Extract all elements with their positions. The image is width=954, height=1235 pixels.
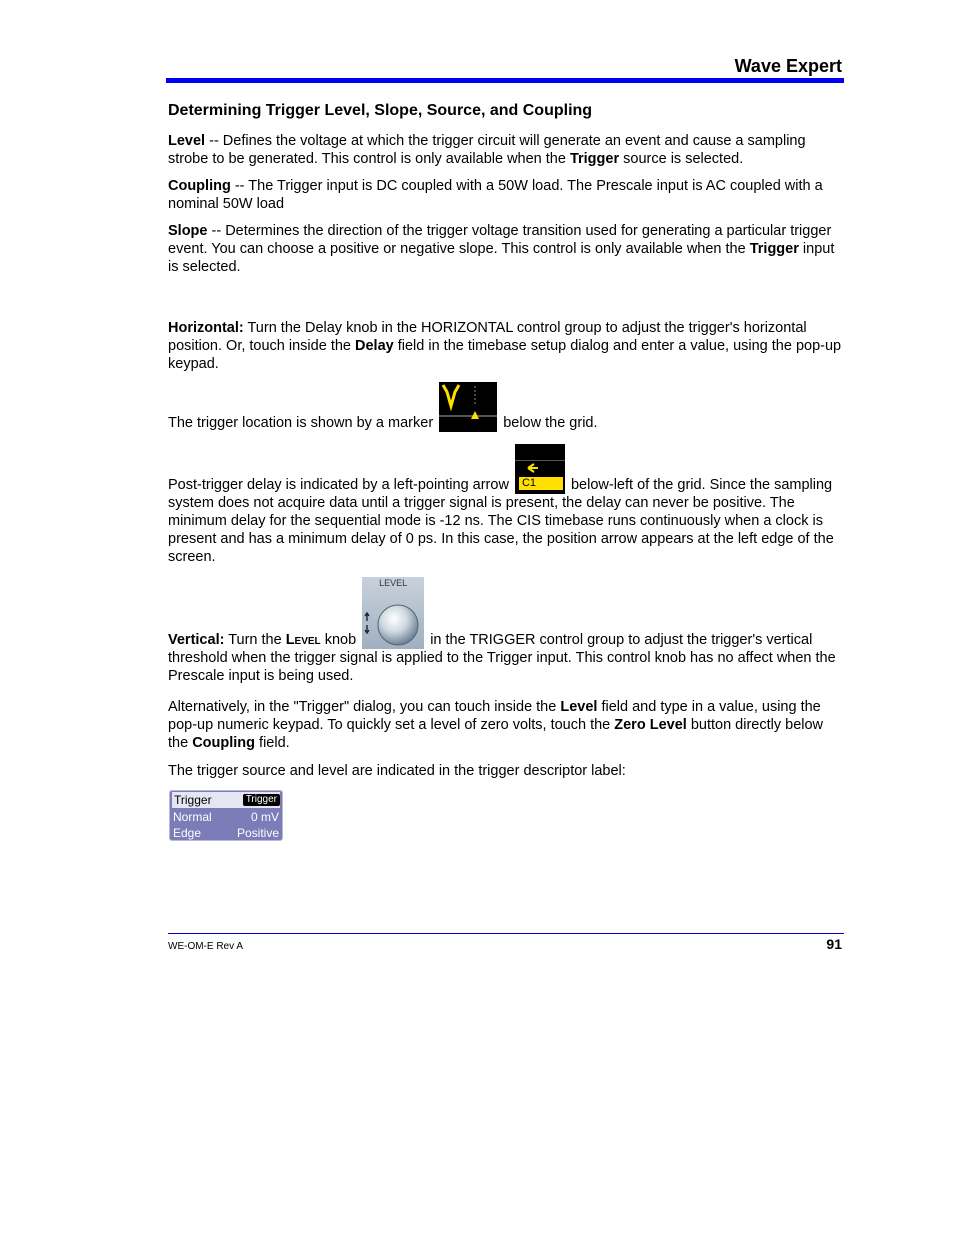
paragraph-text: Alternatively, in the "Trigger" dialog, you can touch inside the bbox=[168, 699, 561, 715]
page-number: 91 bbox=[826, 936, 842, 952]
paragraph-text: field and type in a value, using the pop-up numeric keypad. To quickly set a level of zero volts, touch the bbox=[168, 699, 821, 733]
paragraph-text: input is selected. bbox=[168, 241, 835, 275]
paragraph-text: The trigger source and level are indicated in the trigger descriptor label: bbox=[168, 763, 626, 779]
bold-text: Level bbox=[560, 699, 598, 715]
paragraph-text: in the TRIGGER control group to adjust the trigger's vertical threshold when the trigger signal is applied to the Trigger input. This control knob has no affect when the Prescale input is being used. bbox=[168, 632, 836, 684]
paragraph-text: button directly below the bbox=[168, 717, 824, 751]
bold-text: Zero Level bbox=[614, 717, 687, 733]
trigger-slope: Positive bbox=[236, 826, 279, 840]
trigger-type: Edge bbox=[173, 826, 202, 840]
paragraph-vertical bbox=[168, 577, 844, 685]
paragraph-text: field. bbox=[255, 735, 290, 751]
term-slope: Slope bbox=[168, 223, 208, 239]
paragraph-text: below-left of the grid. Since the sampling system does not acquire data until a trigger signal is present, the delay can never be positive. The minimum delay for the sequential mode is -12 ns. The CIS timebase runs continuously when a clock is present and has a minimum delay of 0 ps. In this case, the position arrow appears at the left edge of the screen. bbox=[168, 477, 834, 565]
term-vertical: Vertical: bbox=[168, 632, 225, 648]
paragraph-marker bbox=[168, 382, 844, 432]
level-knob-icon bbox=[362, 577, 424, 649]
paragraph-text: Post-trigger delay is indicated by a left-pointing arrow bbox=[168, 477, 513, 493]
term-level: Level bbox=[168, 133, 206, 149]
term-coupling: Coupling bbox=[168, 178, 231, 194]
smallcaps-text: Level bbox=[285, 632, 321, 648]
paragraph-text: -- Determines the direction of the trigger voltage transition used for generating a particular trigger event. You can choose a positive or negative slope. This control is only available when the bbox=[168, 223, 832, 257]
paragraph-text: below the grid. bbox=[499, 415, 598, 431]
trigger-mode: Normal bbox=[173, 810, 212, 824]
paragraph-text: Turn the bbox=[224, 632, 286, 648]
header-rule bbox=[166, 78, 844, 83]
paragraph-text: Turn the Delay knob in the HORIZONTAL control group to adjust the trigger's horizontal position. Or, touch inside the bbox=[168, 320, 807, 354]
paragraph-coupling bbox=[168, 177, 844, 213]
knob-label: LEVEL bbox=[379, 578, 408, 588]
trigger-source-badge: Trigger bbox=[243, 794, 280, 806]
footer-rule bbox=[168, 933, 844, 934]
left-arrow-image bbox=[515, 444, 565, 494]
bold-text: Trigger bbox=[569, 151, 620, 167]
page-header-title: Wave Expert bbox=[734, 56, 842, 76]
paragraph-text: -- Defines the voltage at which the trigger circuit will generate an event and cause a sampling strobe to be generated. This control is only available when the bbox=[168, 133, 806, 167]
level-knob-image bbox=[362, 577, 424, 649]
trigger-label-row bbox=[173, 825, 279, 841]
paragraph-text: The trigger location is shown by a marker bbox=[168, 415, 438, 431]
paragraph-level bbox=[168, 132, 844, 168]
trigger-marker-icon bbox=[439, 382, 497, 432]
trigger-label-header bbox=[172, 792, 280, 808]
trigger-label-row bbox=[173, 809, 279, 825]
bold-text: Coupling bbox=[192, 735, 256, 751]
arrow-channel-label: C1 bbox=[521, 477, 537, 489]
paragraph-descriptor bbox=[168, 762, 844, 780]
bold-text: Delay bbox=[355, 338, 394, 354]
paragraph-alternative bbox=[168, 698, 844, 752]
bold-text: Trigger bbox=[749, 241, 799, 257]
paragraph-slope bbox=[168, 222, 844, 276]
trigger-descriptor-label bbox=[169, 790, 283, 841]
section-heading: Determining Trigger Level, Slope, Source, and Coupling bbox=[168, 102, 593, 119]
paragraph-text: field in the timebase setup dialog and enter a value, using the pop-up keypad. bbox=[168, 338, 842, 372]
paragraph-horizontal bbox=[168, 319, 844, 373]
trigger-level: 0 mV bbox=[250, 810, 279, 824]
paragraph-post-trigger bbox=[168, 444, 844, 566]
paragraph-text: source is selected. bbox=[619, 151, 744, 167]
footer-doc-id: WE-OM-E Rev A bbox=[168, 941, 244, 952]
paragraph-text: knob bbox=[320, 632, 361, 648]
trigger-label-title: Trigger bbox=[174, 793, 212, 807]
paragraph-text: -- The Trigger input is DC coupled with a 50W load. The Prescale input is AC coupled with a nominal 50W load bbox=[168, 178, 823, 212]
term-horizontal: Horizontal: bbox=[168, 320, 244, 336]
trigger-marker-image bbox=[439, 382, 497, 432]
